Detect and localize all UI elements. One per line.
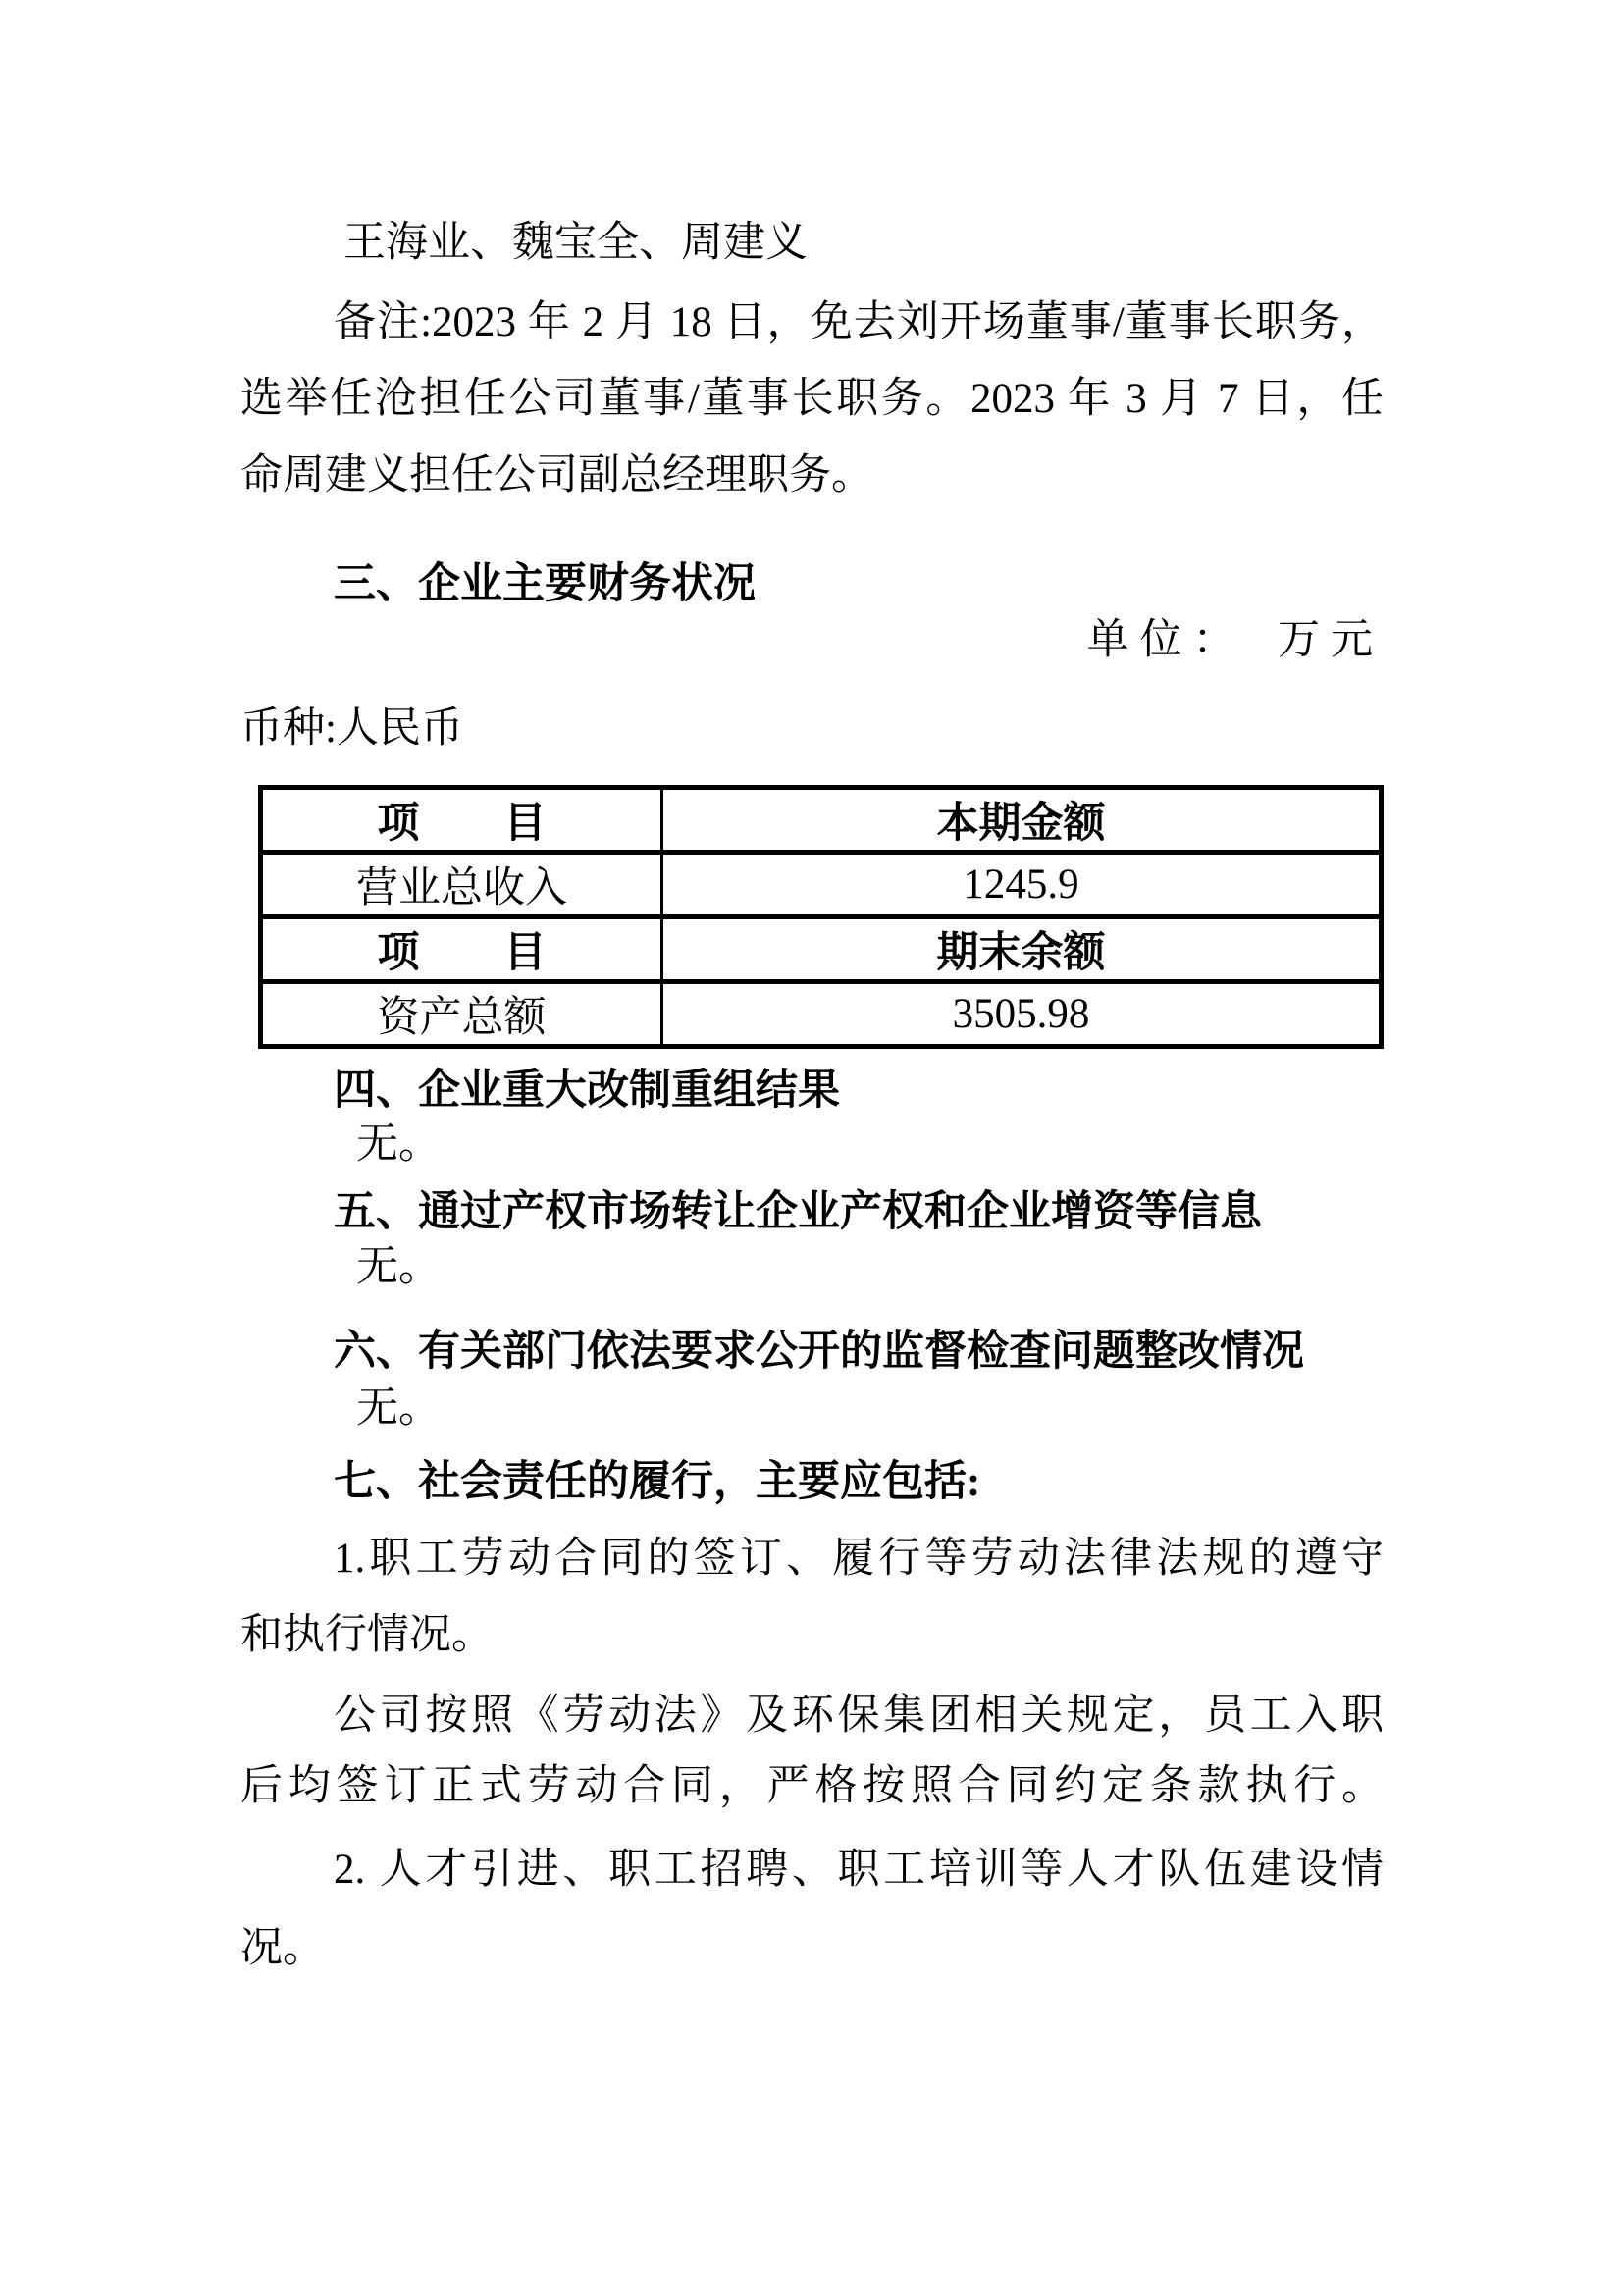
table-cell-value: 1245.9 <box>662 853 1382 917</box>
table-cell-value: 3505.98 <box>662 982 1382 1047</box>
section3-heading: 三、企业主要财务状况 <box>334 561 756 607</box>
section5-heading: 五、通过产权市场转让企业产权和企业增资等信息 <box>334 1189 1262 1235</box>
table-cell-value: 本期金额 <box>662 788 1382 853</box>
section4-body: 无。 <box>356 1121 441 1168</box>
currency-label: 币种:人民币 <box>240 705 463 752</box>
section7-item2-line1: 2. 人才引进、职工招聘、职工培训等人才队伍建设情 <box>334 1847 1384 1893</box>
section5-body: 无。 <box>356 1244 441 1290</box>
names-line: 王海业、魏宝全、周建义 <box>343 220 808 266</box>
section7-item1-line1: 1.职工劳动合同的签订、履行等劳动法律法规的遵守 <box>334 1536 1384 1582</box>
unit-label: 单位： 万元 <box>1086 617 1384 663</box>
remark-line-3: 命周建义担任公司副总经理职务。 <box>240 452 873 498</box>
section7-item2-line2: 况。 <box>240 1925 325 1971</box>
table-row <box>261 853 1382 917</box>
table-row <box>261 788 1382 853</box>
section7-item1-para2-line2: 后均签订正式劳动合同，严格按照合同约定条款执行。 <box>240 1763 1384 1809</box>
section7-item1-line2: 和执行情况。 <box>240 1612 494 1658</box>
section6-body: 无。 <box>356 1385 441 1432</box>
remark-line-1: 备注:2023 年 2 月 18 日，免去刘开场董事/董事长职务， <box>334 299 1384 345</box>
table-cell-value: 期末余额 <box>662 917 1382 982</box>
table-cell-label: 项 目 <box>261 917 662 982</box>
table-cell-label: 资产总额 <box>261 982 662 1047</box>
section6-heading: 六、有关部门依法要求公开的监督检查问题整改情况 <box>334 1329 1304 1375</box>
table-cell-label: 营业总收入 <box>261 853 662 917</box>
table-row <box>261 917 1382 982</box>
section7-heading: 七、社会责任的履行，主要应包括: <box>334 1459 981 1505</box>
table-row <box>261 982 1382 1047</box>
remark-line-2: 选举任沧担任公司董事/董事长职务。2023 年 3 月 7 日，任 <box>240 376 1384 422</box>
financial-table <box>258 785 1384 1049</box>
section7-item1-para2-line1: 公司按照《劳动法》及环保集团相关规定，员工入职 <box>334 1693 1384 1739</box>
table-cell-label: 项 目 <box>261 788 662 853</box>
section4-heading: 四、企业重大改制重组结果 <box>334 1068 840 1114</box>
